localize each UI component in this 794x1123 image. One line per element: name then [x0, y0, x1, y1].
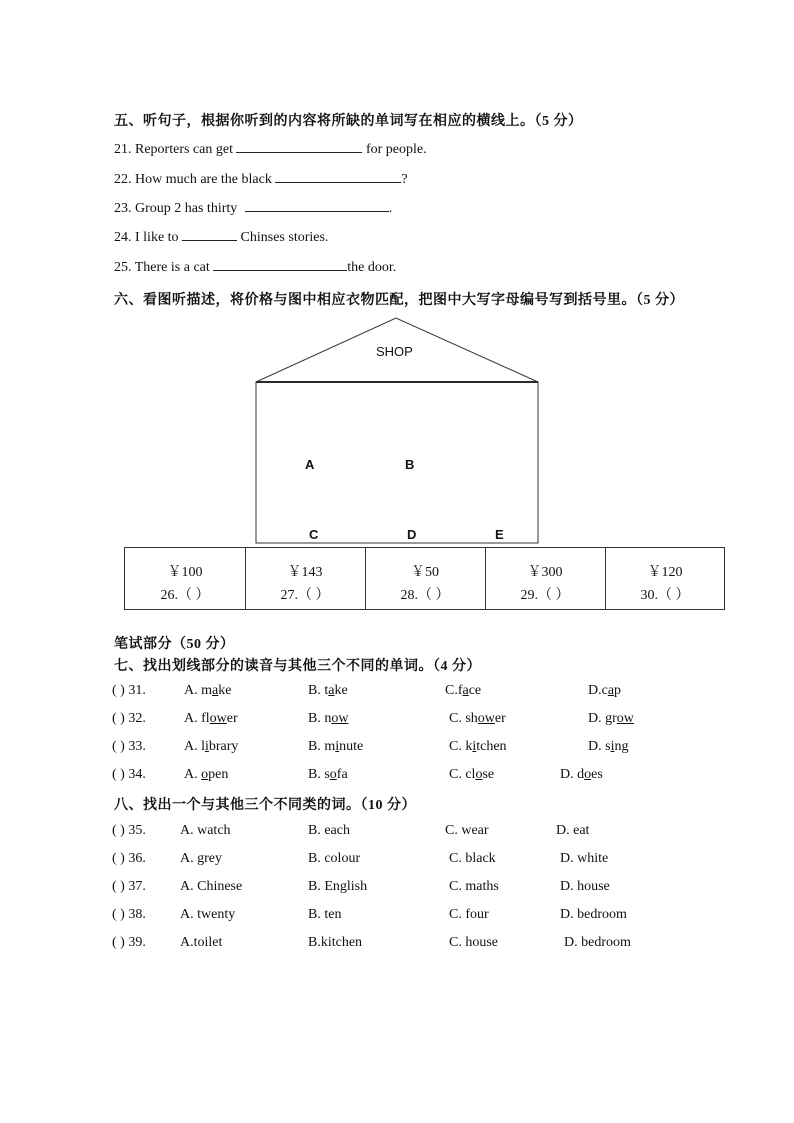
q35-option-a: A. watch	[180, 823, 231, 838]
q21-text-before: 21. Reporters can get	[114, 142, 237, 157]
q38-option-a: A. twenty	[180, 907, 236, 922]
question-22	[114, 168, 408, 188]
q36-number[interactable]: ( ) 36.	[112, 851, 146, 866]
q39-option-b: B.kitchen	[308, 935, 363, 950]
q34-number[interactable]: ( ) 34.	[112, 767, 146, 782]
q37-option-c: C. maths	[449, 879, 499, 894]
q33-option-a: A. library	[184, 739, 239, 754]
q23-text-before: 23. Group 2 has thirty	[114, 201, 241, 216]
q36-option-c: C. black	[449, 851, 496, 866]
q35-option-b: B. each	[308, 823, 350, 838]
price-cell-29: ￥300	[527, 565, 563, 580]
q32-option-c: C. shower	[449, 711, 506, 726]
q31-option-d: D.cap	[588, 683, 622, 698]
q31-option-b: B. take	[308, 683, 348, 698]
q39-option-c: C. house	[449, 935, 498, 950]
question-25	[114, 256, 396, 276]
price-cell-26: ￥100	[167, 565, 203, 580]
q31-number[interactable]: ( ) 31.	[112, 683, 146, 698]
answer-30[interactable]: 30.（ ）	[640, 588, 690, 603]
answer-28[interactable]: 28.（ ）	[400, 588, 450, 603]
price-cell-30: ￥120	[647, 565, 683, 580]
question-24	[114, 226, 328, 246]
q38-number[interactable]: ( ) 38.	[112, 907, 146, 922]
q34-option-d: D. does	[560, 767, 603, 782]
q37-option-a: A. Chinese	[180, 879, 243, 894]
q22-text-after: ?	[401, 172, 408, 187]
q35-option-c: C. wear	[445, 823, 489, 838]
shop-letter-c: C	[309, 527, 319, 542]
q34-option-a: A. open	[184, 767, 229, 782]
q36-option-a: A. grey	[180, 851, 222, 866]
q33-option-d: D. sing	[588, 739, 629, 754]
section7-header: 七、找出划线部分的读音与其他三个不同的单词。（4 分）	[114, 659, 481, 674]
q37-number[interactable]: ( ) 37.	[112, 879, 146, 894]
q25-text-after: the door.	[347, 260, 397, 275]
q37-option-b: B. English	[308, 879, 368, 894]
q38-option-b: B. ten	[308, 907, 342, 922]
q24-blank[interactable]	[182, 226, 237, 241]
price-cell-27: ￥143	[287, 565, 323, 580]
q24-text-after: Chinses stories.	[237, 230, 329, 245]
q32-option-d: D. grow	[588, 711, 634, 726]
answer-27[interactable]: 27.（ ）	[280, 588, 330, 603]
question-23	[114, 197, 392, 217]
q21-text-after: for people.	[362, 142, 427, 157]
price-table	[124, 547, 725, 610]
question-21	[114, 138, 427, 158]
q25-text-before: 25. There is a cat	[114, 260, 214, 275]
section8-header: 八、找出一个与其他三个不同类的词。（10 分）	[114, 798, 416, 813]
q31-option-a: A. make	[184, 683, 232, 698]
q33-option-c: C. kitchen	[449, 739, 507, 754]
q25-blank[interactable]	[213, 256, 347, 271]
q35-number[interactable]: ( ) 35.	[112, 823, 146, 838]
q31-option-c: C.face	[445, 683, 482, 698]
q35-option-d: D. eat	[556, 823, 590, 838]
price-cell-28: ￥50	[411, 565, 439, 580]
section6-header: 六、看图听描述，将价格与图中相应衣物匹配，把图中大写字母编号写到括号里。（5 分）	[114, 293, 684, 308]
q23-blank[interactable]	[245, 197, 389, 212]
q36-option-d: D. white	[560, 851, 609, 866]
q39-option-a: A.toilet	[180, 935, 223, 950]
q38-option-c: C. four	[449, 907, 489, 922]
q24-text-before: 24. I like to	[114, 230, 183, 245]
q36-option-b: B. colour	[308, 851, 361, 866]
shop-letter-d: D	[407, 527, 417, 542]
shop-letter-a: A	[305, 457, 315, 472]
section5-header: 五、听句子，根据你听到的内容将所缺的单词写在相应的横线上。（5 分）	[114, 114, 583, 129]
shop-letter-e: E	[495, 527, 504, 542]
q34-option-b: B. sofa	[308, 767, 348, 782]
q32-number[interactable]: ( ) 32.	[112, 711, 146, 726]
shop-body	[256, 382, 538, 543]
answer-26[interactable]: 26.（ ）	[160, 588, 210, 603]
q34-option-c: C. close	[449, 767, 495, 782]
q22-blank[interactable]	[275, 168, 401, 183]
q39-number[interactable]: ( ) 39.	[112, 935, 146, 950]
q33-number[interactable]: ( ) 33.	[112, 739, 146, 754]
q32-option-a: A. flower	[184, 711, 238, 726]
shop-label: SHOP	[376, 344, 413, 359]
answer-29[interactable]: 29.（ ）	[520, 588, 570, 603]
q38-option-d: D. bedroom	[560, 907, 627, 922]
q32-option-b: B. now	[308, 711, 349, 726]
q39-option-d: D. bedroom	[564, 935, 631, 950]
written-section-header: 笔试部分（50 分）	[114, 637, 235, 652]
q21-blank[interactable]	[236, 138, 362, 153]
q33-option-b: B. minute	[308, 739, 364, 754]
shop-letter-b: B	[405, 457, 415, 472]
q23-text-after: .	[388, 201, 393, 216]
q37-option-d: D. house	[560, 879, 610, 894]
q22-text-before: 22. How much are the black	[114, 172, 276, 187]
